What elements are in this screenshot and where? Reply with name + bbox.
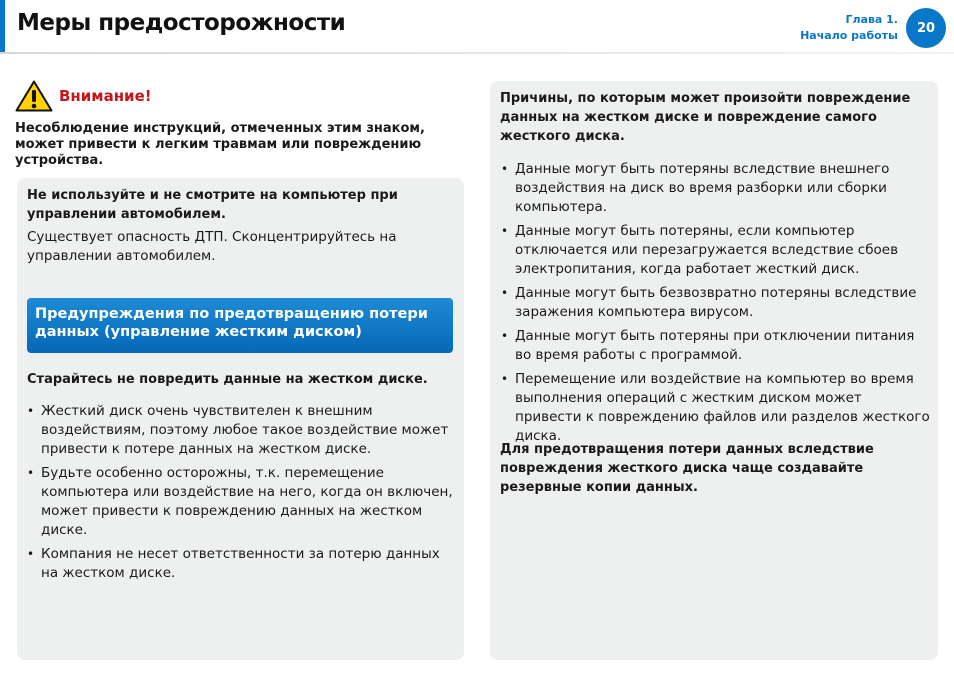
page-title: Меры предосторожности <box>17 10 346 36</box>
list-item: • Данные могут быть безвозвратно потеряны вследствие заражения компьютера вирусом. <box>501 284 931 322</box>
header-divider <box>0 52 954 54</box>
list-item: • Данные могут быть потеряны при отключении питания во время работы с программой. <box>501 327 931 365</box>
driving-warning-text: Существует опасность ДТП. Сконцентрируйтесь на управлении автомобилем. <box>27 229 397 264</box>
page-number-badge: 20 <box>906 8 946 48</box>
list-item: • Данные могут быть потеряны, если компьютер отключается или перезагружается вследствие сбоев электропитания, когда работает жесткий диск. <box>501 222 931 279</box>
hdd-bullet-list <box>27 402 457 588</box>
list-item: • Жесткий диск очень чувствителен к внешним воздействиям, поэтому любое такое воздействие может привести к потере данных на жестком диске. <box>27 402 457 459</box>
backup-advice: Для предотвращения потери данных вследствие повреждения жесткого диска чаще создавайте резервные копии данных. <box>500 442 874 495</box>
warning-header <box>15 80 455 112</box>
damage-causes-list <box>501 160 931 451</box>
chapter-title: Начало работы <box>800 29 898 42</box>
warning-triangle-icon <box>15 80 53 112</box>
right-panel <box>490 81 938 660</box>
warning-text: Несоблюдение инструкций, отмеченных этим знаком, может привести к легким травмам или повреждению устройства. <box>15 121 425 168</box>
list-item: • Будьте особенно осторожны, т.к. перемещение компьютера или воздействие на него, когда он включен, может привести к повреждению данных на жестком диске. <box>27 464 457 540</box>
list-item: • Компания не несет ответственности за потерю данных на жестком диске. <box>27 545 457 583</box>
header-accent-bar <box>0 0 5 52</box>
warning-section <box>15 80 455 169</box>
chapter-label <box>800 12 898 44</box>
warning-title: Внимание! <box>59 87 152 105</box>
left-panel <box>17 178 464 660</box>
damage-causes-heading: Причины, по которым может произойти повреждение данных на жестком диске и повреждение самого жесткого диска. <box>500 91 911 144</box>
list-item: • Перемещение или воздействие на компьютер во время выполнения операций с жестким диском может привести к повреждению файлов или разделов жесткого диска. <box>501 370 931 446</box>
list-item: • Данные могут быть потеряны вследствие внешнего воздействия на диск во время разборки или сборки компьютера. <box>501 160 931 217</box>
chapter-number: Глава 1. <box>845 13 898 26</box>
data-loss-banner: Предупреждения по предотвращению потери данных (управление жестким диском) <box>27 298 453 353</box>
driving-warning-heading: Не используйте и не смотрите на компьютер при управлении автомобилем. <box>27 188 398 222</box>
hdd-subheading: Старайтесь не повредить данные на жестком диске. <box>27 372 428 387</box>
